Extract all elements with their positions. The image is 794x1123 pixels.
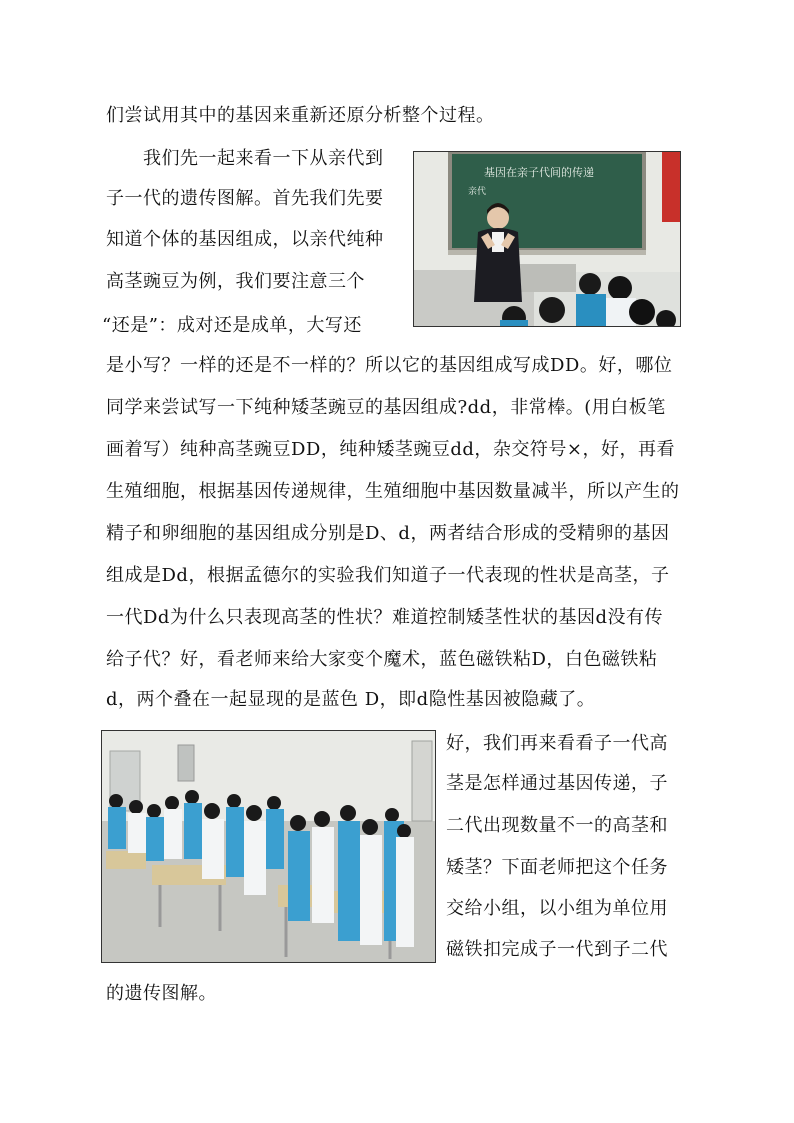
classroom-photo-graphic [102,731,435,962]
text-line: 茎是怎样通过基因传递，子 [446,773,668,794]
classroom-photo [101,730,436,963]
blackboard-text: 基因在亲子代间的传递 [484,166,594,179]
text-line: 一代Dd为什么只表现高茎的性状？难道控制矮茎性状的基因d没有传 [106,607,663,628]
text-line: 组成是Dd，根据孟德尔的实验我们知道子一代表现的性状是高茎，子 [106,565,670,586]
text-line: 交给小组，以小组为单位用 [446,898,668,919]
text-line: 画着写）纯种高茎豌豆DD，纯种矮茎豌豆dd，杂交符号×，好，再看 [106,439,675,460]
text-line: d，两个叠在一起显现的是蓝色 D，即d隐性基因被隐藏了。 [106,689,596,710]
text-line: 们尝试用其中的基因来重新还原分析整个过程。 [106,105,495,126]
teacher-photo [413,151,681,327]
text-line: 好，我们再来看看子一代高 [446,733,668,754]
teacher-photo-graphic [414,152,680,326]
text-line: 我们先一起来看一下从亲代到 [143,148,384,169]
text-line: 精子和卵细胞的基因组成分别是D、d，两者结合形成的受精卵的基因 [106,523,670,544]
text-line: “还是”：成对还是成单，大写还 [102,315,362,336]
text-line: 同学来尝试写一下纯种矮茎豌豆的基因组成?dd，非常棒。(用白板笔 [106,397,666,418]
blackboard-note: 亲代 [468,187,487,197]
text-line: 生殖细胞，根据基因传递规律，生殖细胞中基因数量减半，所以产生的 [106,481,680,502]
text-line: 子一代的遗传图解。首先我们先要 [106,188,384,209]
text-line: 高茎豌豆为例，我们要注意三个 [106,271,365,292]
text-line: 矮茎？下面老师把这个任务 [446,857,668,878]
text-line: 的遗传图解。 [106,983,217,1004]
text-line: 是小写？一样的还是不一样的？所以它的基因组成写成DD。好，哪位 [106,355,673,376]
text-line: 二代出现数量不一的高茎和 [446,815,668,836]
text-line: 给子代？好，看老师来给大家变个魔术，蓝色磁铁粘D，白色磁铁粘 [106,649,658,670]
text-line: 磁铁扣完成子一代到子二代 [446,939,668,960]
text-line: 知道个体的基因组成，以亲代纯种 [106,229,384,250]
